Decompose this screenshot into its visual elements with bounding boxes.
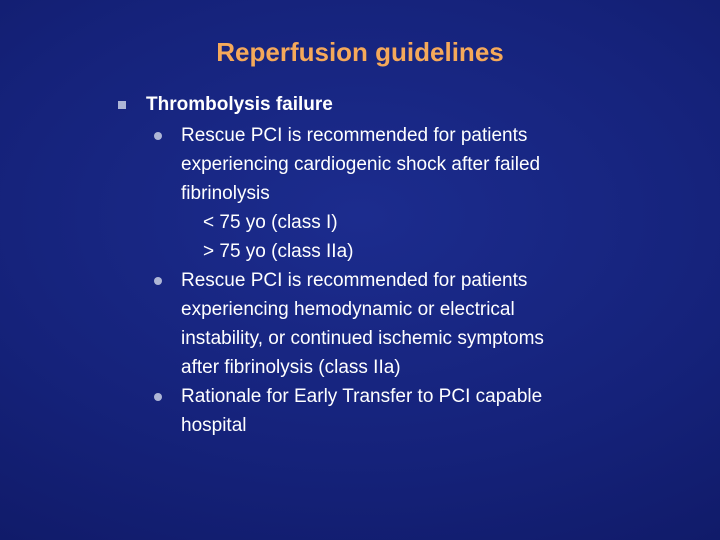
round-bullet-icon <box>154 277 162 285</box>
bullet-line: Rescue PCI is recommended for patients <box>181 270 528 291</box>
slide-title: Reperfusion guidelines <box>216 37 504 67</box>
round-bullet-icon <box>154 132 162 140</box>
bullet-line: fibrinolysis <box>181 183 270 204</box>
bullet-line: after fibrinolysis (class IIa) <box>181 357 401 378</box>
bullet-line: experiencing hemodynamic or electrical <box>181 299 515 320</box>
round-bullet-icon <box>154 393 162 401</box>
main-bullet-text: Thrombolysis failure <box>146 94 333 115</box>
class-detail-line: < 75 yo (class I) <box>203 212 338 233</box>
square-bullet-icon <box>118 101 126 109</box>
sub-bullet-item <box>154 121 634 266</box>
sub-bullet-item <box>154 266 634 382</box>
class-detail-line: > 75 yo (class IIa) <box>203 241 354 262</box>
bullet-line: experiencing cardiogenic shock after failed <box>181 154 541 175</box>
sub-bullet-item <box>154 382 634 440</box>
bullet-line: instability, or continued ischemic symptoms <box>181 328 544 349</box>
sub-bullet-list <box>154 121 634 440</box>
bullet-line: hospital <box>181 415 247 436</box>
bullet-line: Rationale for Early Transfer to PCI capable <box>181 386 543 407</box>
bullet-line: Rescue PCI is recommended for patients <box>181 125 528 146</box>
